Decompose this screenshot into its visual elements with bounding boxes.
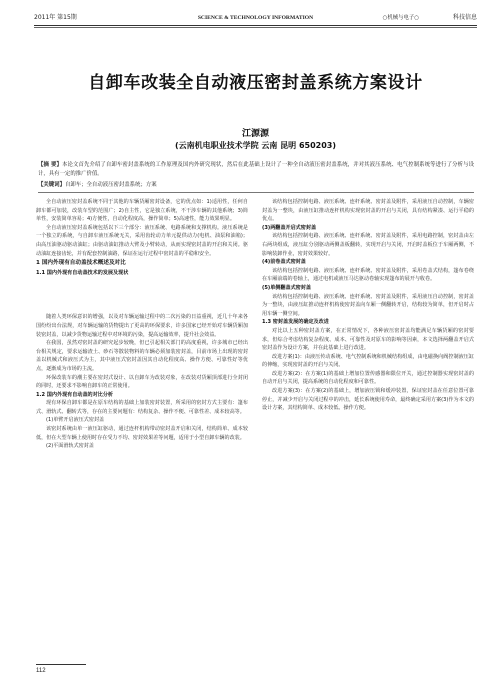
paragraph: 在我国，虽然对密封盖的研究起步较晚，但已引起相关部门的高度重视，许多城市已经出台相关规定，要求运输渣土、砂石等散装物料的车辆必须加装密封盖，目前市场上出现的密封盖以机械式和液压式为主，其中液压式密封盖因其自动化程度高、操作方便、可靠性好等优点，逐渐成为市场的主流。 <box>36 340 248 372</box>
section-heading: (4)前卷盖式密封盖 <box>262 259 306 266</box>
right-column <box>262 198 474 413</box>
running-header <box>34 12 477 24</box>
keywords-text: 自卸车；全自动液压密封盖系统；方案 <box>64 182 157 188</box>
abstract-rule <box>38 192 474 193</box>
figure-space <box>36 277 248 313</box>
paragraph: 现有环保自卸车都是在原车结构的基础上加装密封装置，所采用的密封方式主要有：篷布式、滑轨式、翻转式等，存在的主要问题有：结构复杂、操作不便、可靠性差、成本较高等。 <box>36 400 248 415</box>
paragraph: 改进方案(1)：由液压传动系统、电气控制系统和机械结构组成，由电磁换向阀控制液压缸的伸缩，实现密封盖的开启与关闭。 <box>262 353 474 369</box>
footer-rule <box>36 664 86 665</box>
left-column <box>36 198 248 451</box>
paragraph: 环保改装车的潮主要在密封式设计、以自卸车为改装对象，在改装对货厢顶部进行全封闭的同时，还要求不影响自卸车的正常使用。 <box>36 374 248 390</box>
paragraph: 该结构包括控制电路、液压系统、连杆系统、密封盖及附件，采用液压自动控制，密封盖为一整块，由液压缸推动连杆机构使密封盖向车厢一侧翻转开启，结构较为简单，但开启时占用车辆一侧空间。 <box>262 293 474 317</box>
paragraph: (2)平面滑轨式密封盖 <box>46 443 94 450</box>
abstract <box>38 161 474 178</box>
paragraph: 改进方案(2)：在方案(1)的基础上增加位置传感器和限位开关，通过控制器实现密封盖的自动开启与关闭，提高系统的自动化程度和可靠性。 <box>262 370 474 386</box>
page-number: 112 <box>36 668 46 674</box>
section-heading: 1.3 密封盖发展的确定及改进 <box>262 319 329 326</box>
section-heading: 1 国内外现有自动盖技术概述及对比 <box>36 260 126 267</box>
header-rule-thin <box>34 27 477 28</box>
section-heading: (3)两翻盖开启式密封盖 <box>262 224 317 231</box>
author-affiliation: (云南机电职业技术学院 云南 昆明 650203) <box>174 141 337 150</box>
keywords-label: 【关键词】 <box>38 182 65 188</box>
author-name: 江源源 <box>241 129 269 139</box>
paragraph: 改进方案(3)：在方案(2)的基础上，增加液压锁和缓冲装置，保证密封盖在任意位置可靠停止，并减少开启与关闭过程中的冲击，延长系统使用寿命，最终确定采用方案(3)作为本文的设计方案，其结构简单、成本较低、操作方便。 <box>262 388 474 412</box>
abstract-label: 【摘 要】 <box>38 162 62 168</box>
paragraph: 随着人类环保意识的增强，以及对车辆运输过程中的二次污染的日益重视，近几十年来各国纷纷出台法规，对车辆运输的货物提出了更高的环保要求，许多国家已经开始对车辆货厢加装密封盖，以减少货物运输过程中对环境的污染，提高运输效率，提升社会效益。 <box>36 314 248 338</box>
paper-title: 自卸车改装全自动液压密封盖系统方案设计 <box>88 73 423 93</box>
header-rule <box>34 25 477 26</box>
abstract-text: 本论文首先介绍了自卸车密封盖系统的工作原理及国内外研究现状，然后在此基础上设计了一种全自动液压密封盖系统，并对其液压系统、电气控制系统等进行了分析与设计，具有一定的推广价值。 <box>38 162 474 177</box>
paragraph: 对比以上五种密封盖方案，在正常情况下，各种液压密封盖均能满足车辆货厢的密封要求，但综合考虑结构复杂程度、成本、可靠性及对原车的影响等因素，本文选择两翻盖开启式密封盖作为设计方案，并在此基础上进行改进。 <box>262 327 474 352</box>
paragraph: 该结构包括控制电路、液压系统、连杆系统、密封盖及附件，采用液压自动控制，车辆密封盖为一整块，由液压缸推动连杆机构实现密封盖的开启与关闭，具有结构紧凑、运行平稳的优点。 <box>262 199 474 223</box>
section-heading: 1.2 国内外现有自动盖的对比分析 <box>36 391 114 398</box>
paragraph: (1)单臂开启液压式密封盖 <box>46 417 105 424</box>
keywords <box>38 181 474 190</box>
paragraph: 全自动液压密封盖系统包括以下三个部分：液压系统、电路系统和支撑机构。液压系统是一个独立的系统，与自卸车液压系统无关，采用齿轮动力单元提供动力(电机、油泵和油箱)；由高压油驱动驱动油缸；由驱动油缸推动大臂及小臂转动，从而实现密封盖的开启和关闭。驱动油缸连接齿轮，并有配套控制油路，保证在运行过程中密封盖的平稳和安全。 <box>36 224 248 257</box>
paragraph: 该结构包括控制电路、液压系统、连杆系统、密封盖及附件，采用卷盖式结构，篷布卷绕在车厢前端的卷轴上，通过电机或液压马达驱动卷轴实现篷布的展开与收卷。 <box>262 267 474 283</box>
section-label: 科技信息 <box>452 14 477 21</box>
section-heading: 1.1 国内外现有自动盖技术的发展及现状 <box>36 269 129 276</box>
paragraph: 全自动液压密封盖系统不同于其他的车辆货厢密封设备，它的优点如：1)适用性，任何自卸车都可加装，改装车型的范围广；2)自主性，它是独立系统，不干涉车辆的其他系统；3)简单性，安装简单容易；4)方便性，自动化程度高，操作简单；5)高速性，能力效果明显。 <box>36 199 248 223</box>
journal-name: SCIENCE & TECHNOLOGY INFORMATION <box>197 15 314 21</box>
paragraph: 该密封系统由单一液压缸驱动，通过连杆机构带动密封盖开启和关闭，结构简单、成本较低，但在大型车辆上使用时存在受力不均、密封效果差等问题，适用于小型自卸车辆的改装。 <box>36 426 248 441</box>
section-brand: ○机械与电子○ <box>382 15 419 21</box>
issue-label: 2011年 第15期 <box>34 14 77 21</box>
paragraph: 该结构包括控制电路、液压系统、连杆系统、密封盖及附件，采用电路控制，密封盖由左右两块组成，液压缸分别驱动两侧盖板翻转，实现开启与关闭，开启时盖板位于车厢两侧，不影响装卸作业，密封效果较好。 <box>262 233 474 257</box>
section-heading: (5)单侧翻盖式密封盖 <box>262 284 311 291</box>
